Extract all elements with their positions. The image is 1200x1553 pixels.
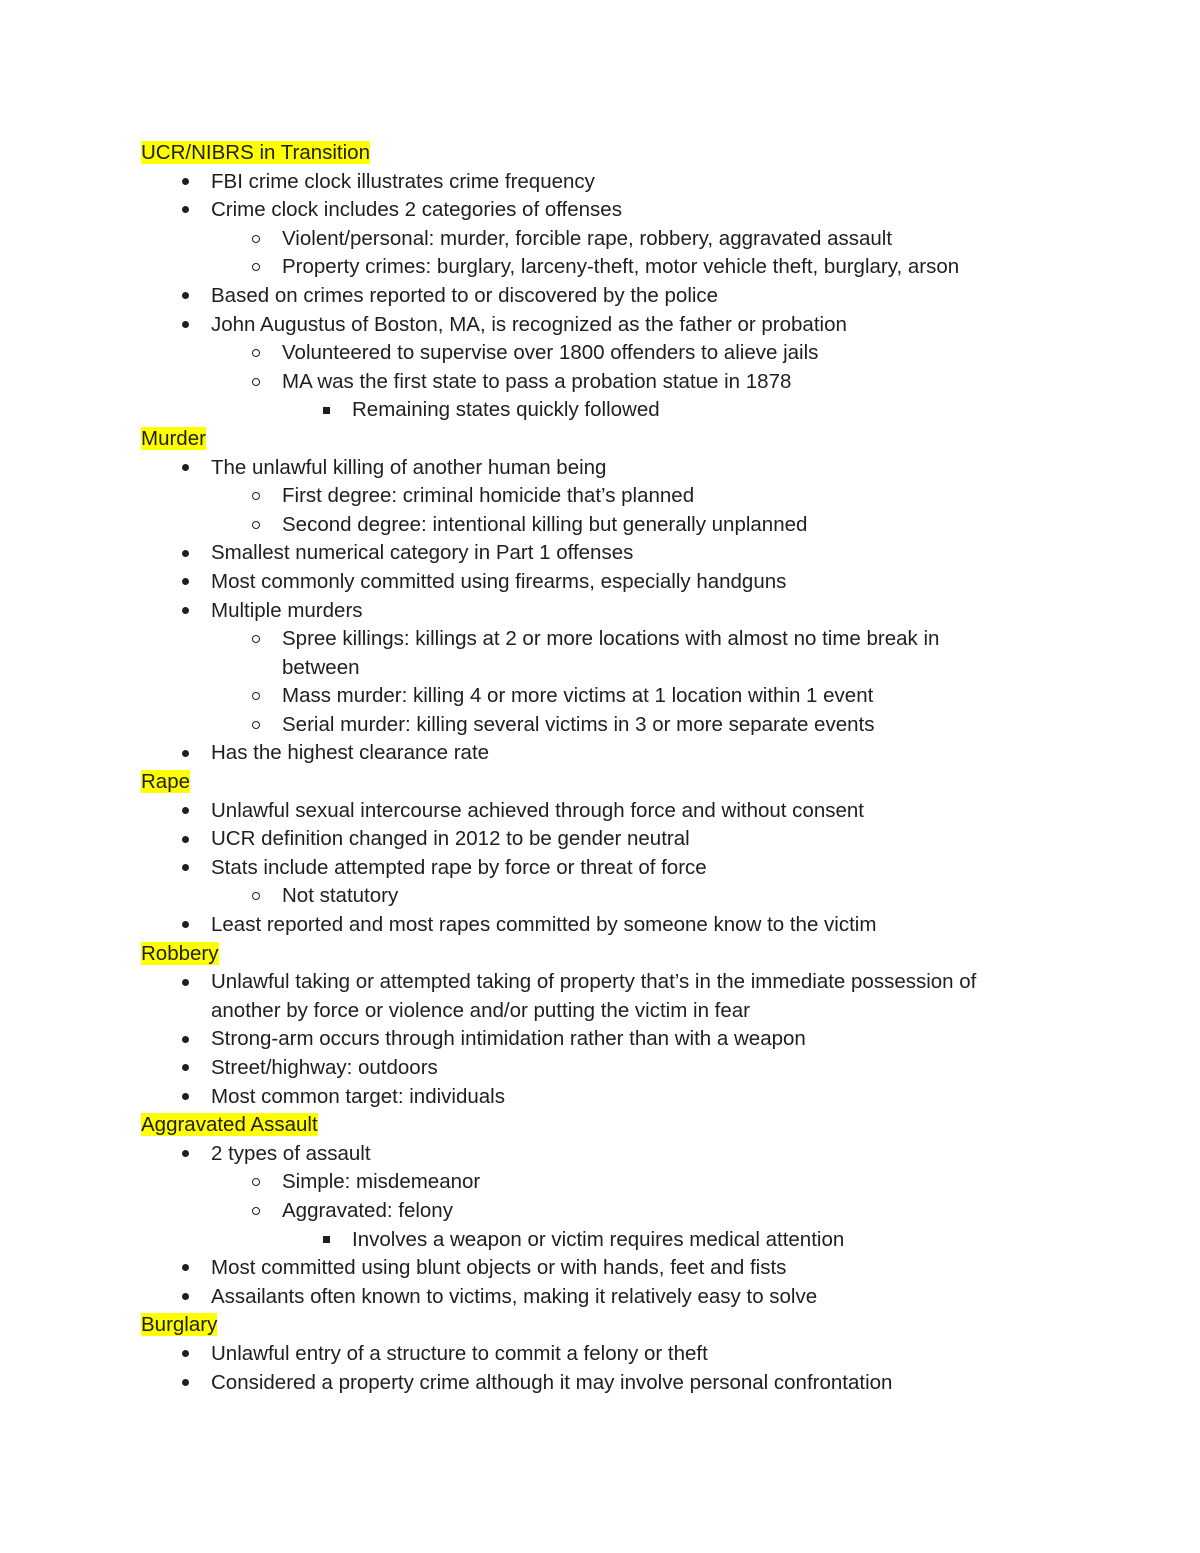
list-item xyxy=(141,682,1041,711)
list-item-text: Volunteered to supervise over 1800 offenders to alieve jails xyxy=(282,341,819,365)
bullet-dot-icon xyxy=(175,454,195,483)
list-item-text: Considered a property crime although it may involve personal confrontation xyxy=(211,1370,893,1394)
section-heading xyxy=(141,139,1041,168)
list-item-text: Smallest numerical category in Part 1 offenses xyxy=(211,541,634,565)
bullet-circle-icon xyxy=(246,225,266,254)
list-item-text: FBI crime clock illustrates crime frequency xyxy=(211,169,595,193)
document-page xyxy=(141,139,1041,1397)
bullet-dot-icon xyxy=(175,825,195,854)
list-item xyxy=(141,568,1041,597)
section-heading-text: Murder xyxy=(141,426,206,450)
list-item-text: Most committed using blunt objects or with hands, feet and fists xyxy=(211,1256,787,1280)
bullet-circle-icon xyxy=(246,368,266,397)
list-item xyxy=(141,1197,1041,1226)
list-item xyxy=(141,396,1041,425)
list-item-text: 2 types of assault xyxy=(211,1141,371,1165)
list-item xyxy=(141,282,1041,311)
list-item-text: Aggravated: felony xyxy=(282,1198,453,1222)
bullet-circle-icon xyxy=(246,1197,266,1226)
bullet-dot-icon xyxy=(175,968,195,997)
list-item-text: The unlawful killing of another human being xyxy=(211,455,607,479)
bullet-circle-icon xyxy=(246,682,266,711)
bullet-dot-icon xyxy=(175,539,195,568)
list-item-text: Spree killings: killings at 2 or more locations with almost no time break in between xyxy=(282,627,940,679)
list-item xyxy=(141,454,1041,483)
list-item xyxy=(141,368,1041,397)
list-item xyxy=(141,196,1041,225)
list-item-text: Unlawful entry of a structure to commit a felony or theft xyxy=(211,1341,708,1365)
list-item-text: MA was the first state to pass a probation statue in 1878 xyxy=(282,369,792,393)
list-item xyxy=(141,597,1041,626)
list-item xyxy=(141,1140,1041,1169)
list-item-text: Stats include attempted rape by force or threat of force xyxy=(211,855,707,879)
bullet-circle-icon xyxy=(246,339,266,368)
list-item-text: Street/highway: outdoors xyxy=(211,1056,438,1079)
bullet-dot-icon xyxy=(175,168,195,197)
list-item xyxy=(141,1083,1041,1112)
bullet-circle-icon xyxy=(246,625,266,654)
bullet-dot-icon xyxy=(175,1254,195,1283)
list-item-text: Most commonly committed using firearms, especially handguns xyxy=(211,569,787,593)
bullet-dot-icon xyxy=(175,797,195,826)
list-item-text: Mass murder: killing 4 or more victims at 1 location within 1 event xyxy=(282,684,874,708)
section-heading xyxy=(141,1111,1041,1140)
list-item xyxy=(141,711,1041,740)
list-item xyxy=(141,1254,1041,1283)
bullet-dot-icon xyxy=(175,311,195,340)
bullet-dot-icon xyxy=(175,739,195,768)
list-item-text: Most common target: individuals xyxy=(211,1084,505,1108)
list-item xyxy=(141,1054,1041,1083)
section-heading xyxy=(141,940,1041,969)
list-item xyxy=(141,511,1041,540)
list-item xyxy=(141,911,1041,940)
section-heading-text: UCR/NIBRS in Transition xyxy=(141,141,370,164)
section-heading-text: Robbery xyxy=(141,941,219,965)
bullet-dot-icon xyxy=(175,196,195,225)
bullet-circle-icon xyxy=(246,253,266,282)
list-item xyxy=(141,854,1041,883)
list-item-text: Multiple murders xyxy=(211,598,363,622)
list-item-text: Serial murder: killing several victims in 3 or more separate events xyxy=(282,712,875,736)
list-item-text: Simple: misdemeanor xyxy=(282,1170,481,1194)
bullet-dot-icon xyxy=(175,1369,195,1398)
list-item xyxy=(141,539,1041,568)
list-item-text: Strong-arm occurs through intimidation rather than with a weapon xyxy=(211,1027,806,1051)
list-item-text: Property crimes: burglary, larceny-theft, motor vehicle theft, burglary, arson xyxy=(282,255,960,279)
list-item xyxy=(141,482,1041,511)
list-item-text: Not statutory xyxy=(282,884,399,908)
list-item xyxy=(141,1340,1041,1369)
list-item-text: Involves a weapon or victim requires medical attention xyxy=(352,1227,845,1251)
list-item xyxy=(141,882,1041,911)
bullet-dot-icon xyxy=(175,1140,195,1169)
list-item xyxy=(141,625,1041,682)
section-heading xyxy=(141,425,1041,454)
list-item xyxy=(141,797,1041,826)
bullet-dot-icon xyxy=(175,1283,195,1312)
list-item xyxy=(141,253,1041,282)
list-item-text: Has the highest clearance rate xyxy=(211,741,490,765)
bullet-dot-icon xyxy=(175,854,195,883)
list-item xyxy=(141,225,1041,254)
list-item-text: John Augustus of Boston, MA, is recognized as the father or probation xyxy=(211,312,847,336)
bullet-circle-icon xyxy=(246,482,266,511)
bullet-dot-icon xyxy=(175,1054,195,1083)
bullet-circle-icon xyxy=(246,1168,266,1197)
list-item-text: Assailants often known to victims, making it relatively easy to solve xyxy=(211,1284,818,1308)
list-item-text: Based on crimes reported to or discovered by the police xyxy=(211,283,719,307)
list-item-text: Violent/personal: murder, forcible rape, robbery, aggravated assault xyxy=(282,226,893,250)
bullet-dot-icon xyxy=(175,597,195,626)
list-item xyxy=(141,311,1041,340)
list-item xyxy=(141,1283,1041,1312)
bullet-dot-icon xyxy=(175,568,195,597)
bullet-square-icon xyxy=(316,1226,336,1255)
list-item-text: Unlawful sexual intercourse achieved through force and without consent xyxy=(211,798,864,822)
bullet-circle-icon xyxy=(246,711,266,740)
bullet-dot-icon xyxy=(175,911,195,940)
list-item xyxy=(141,168,1041,197)
list-item xyxy=(141,1025,1041,1054)
bullet-dot-icon xyxy=(175,1083,195,1112)
bullet-square-icon xyxy=(316,396,336,425)
list-item xyxy=(141,1168,1041,1197)
section-heading xyxy=(141,768,1041,797)
bullet-dot-icon xyxy=(175,1025,195,1054)
list-item-text: Second degree: intentional killing but generally unplanned xyxy=(282,512,808,536)
bullet-dot-icon xyxy=(175,282,195,311)
list-item xyxy=(141,825,1041,854)
list-item xyxy=(141,739,1041,768)
list-item xyxy=(141,968,1041,1025)
list-item-text: Crime clock includes 2 categories of offenses xyxy=(211,198,622,222)
list-item-text: Remaining states quickly followed xyxy=(352,398,660,422)
list-item xyxy=(141,1369,1041,1398)
section-heading-text: Aggravated Assault xyxy=(141,1113,318,1137)
section-heading-text: Rape xyxy=(141,770,191,794)
list-item xyxy=(141,1226,1041,1255)
list-item xyxy=(141,339,1041,368)
list-item-text: First degree: criminal homicide that’s planned xyxy=(282,484,695,508)
list-item-text: Least reported and most rapes committed by someone know to the victim xyxy=(211,913,877,937)
section-heading xyxy=(141,1311,1041,1340)
bullet-dot-icon xyxy=(175,1340,195,1369)
section-heading-text: Burglary xyxy=(141,1313,218,1337)
bullet-circle-icon xyxy=(246,882,266,911)
bullet-circle-icon xyxy=(246,511,266,540)
list-item-text: Unlawful taking or attempted taking of property that’s in the immediate possession of another by force or violence and/or putting the victim in fear xyxy=(211,970,977,1022)
list-item-text: UCR definition changed in 2012 to be gender neutral xyxy=(211,827,690,851)
